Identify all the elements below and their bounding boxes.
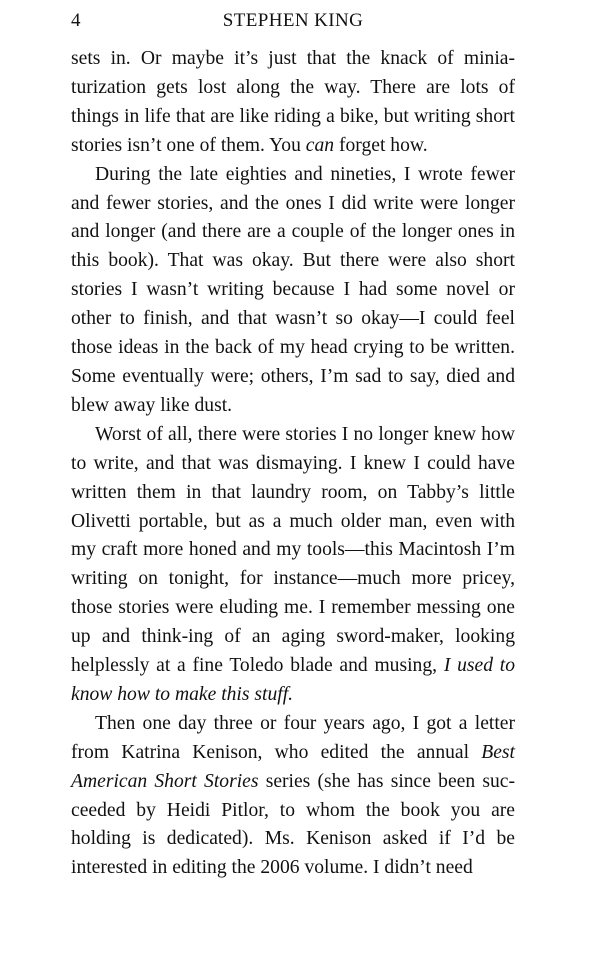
paragraph-text: series (she has since been suc-ceeded by Heidi Pitlor, to whom the book you are holding is dedicated). Ms. Kenison asked if I’d be interested in editing the 2006 volume. I didn’t need <box>71 770 516 879</box>
paragraph-3 <box>71 421 515 710</box>
running-title: STEPHEN KING <box>222 10 364 31</box>
paragraph-text: Worst of all, there were stories I no longer knew how to write, and that was dismaying. I knew I could have written them in that laundry room, on Tabby’s little Olivetti portable, but as a much older man, even with my craft more honed and my tools—this Macintosh I’m writing on tonight, for instance—much more pricey, those stories were eluding me. I remember messing one up and think-ing of an aging sword-maker, looking helplessly at a fine Toledo blade and musing, <box>71 423 515 677</box>
running-head <box>71 6 515 36</box>
paragraph-text: During the late eighties and nineties, I wrote fewer and fewer stories, and the ones I did write were longer and longer (and there are a couple of the longer ones in this book). That was okay. But there were also short stories I wasn’t writing because I had some novel or other to finish, and that wasn’t so okay—I could feel those ideas in the back of my head crying to be written. Some eventually were; others, I’m sad to say, died and blew away like dust. <box>71 163 515 416</box>
body-text <box>71 45 515 883</box>
paragraph-text: forget how. <box>334 134 428 156</box>
italic-text: I used to know how to make this stuff. <box>71 655 516 705</box>
italic-text: can <box>305 134 335 156</box>
italic-text: Best American Short Stories <box>71 741 515 792</box>
paragraph-text: sets in. Or maybe it’s just that the knack of minia-turization gets lost along the way. There are lots of things in life that are like riding a bike, but writing short stories isn’t one of them. You <box>71 48 515 156</box>
paragraph-1 <box>71 45 515 161</box>
paragraph-4 <box>71 710 515 883</box>
paragraph-2 <box>71 161 515 421</box>
paragraph-text: Then one day three or four years ago, I got a letter from Katrina Kenison, who edited the annual <box>71 712 515 763</box>
page-number: 4 <box>71 10 81 31</box>
